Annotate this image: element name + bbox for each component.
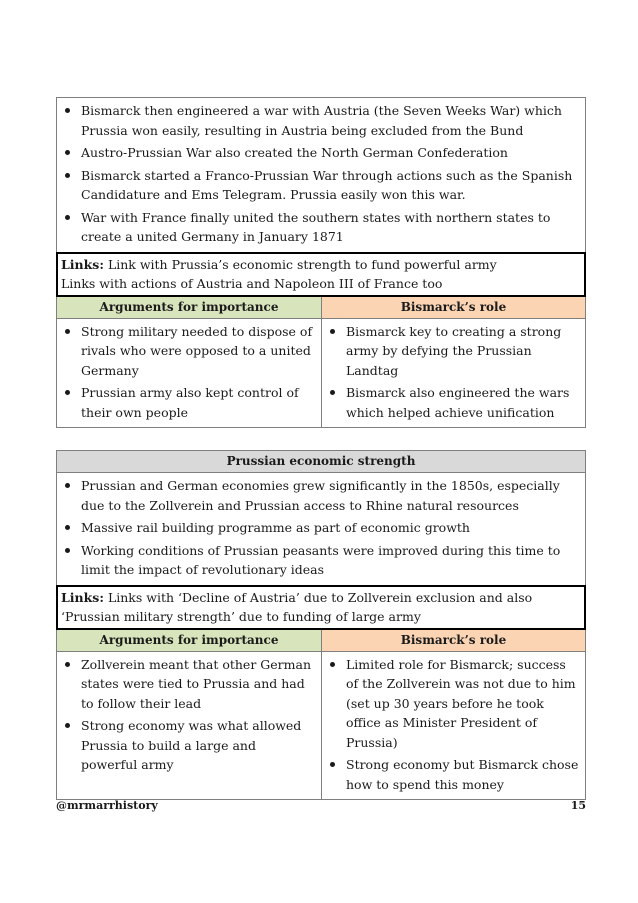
economic-strength-table bbox=[56, 450, 586, 800]
list-item: Bismarck started a Franco-Prussian War through actions such as the Spanish Candidature and Ems Telegram. Prussia easily won this war. bbox=[63, 166, 579, 205]
arguments-header: Arguments for importance bbox=[57, 297, 321, 318]
summary-row bbox=[57, 98, 585, 252]
arguments-header: Arguments for importance bbox=[57, 630, 321, 651]
role-header: Bismarck’s role bbox=[321, 297, 585, 318]
list-item: Massive rail building programme as part of economic growth bbox=[63, 518, 579, 538]
list-item: Bismarck then engineered a war with Austria (the Seven Weeks War) which Prussia won easily, resulting in Austria being excluded from the Bund bbox=[63, 101, 579, 140]
list-item: Austro-Prussian War also created the North German Confederation bbox=[63, 143, 579, 163]
list-item: Limited role for Bismarck; success of the Zollverein was not due to him (set up 30 years before he took office as Minister President of Prussia) bbox=[328, 655, 579, 753]
list-item: Bismarck also engineered the wars which helped achieve unification bbox=[328, 383, 579, 422]
footer-handle: @mrmarrhistory bbox=[56, 799, 158, 812]
list-item: War with France finally united the southern states with northern states to create a united Germany in January 1871 bbox=[63, 208, 579, 247]
links-label: Links: bbox=[61, 589, 104, 605]
column-header-row bbox=[57, 297, 585, 318]
arguments-list bbox=[57, 319, 321, 428]
list-item: Prussian army also kept control of their own people bbox=[63, 383, 315, 422]
section-title: Prussian economic strength bbox=[57, 451, 585, 473]
role-list bbox=[322, 652, 585, 800]
summary-bullets bbox=[57, 98, 585, 252]
arguments-list bbox=[57, 652, 321, 780]
links-box bbox=[56, 252, 586, 297]
list-item: Working conditions of Prussian peasants were improved during this time to limit the impact of revolutionary ideas bbox=[63, 541, 579, 580]
links-label: Links: bbox=[61, 256, 104, 272]
arguments-row bbox=[57, 318, 585, 428]
military-strength-table bbox=[56, 97, 586, 428]
list-item: Zollverein meant that other German states were tied to Prussia and had to follow their lead bbox=[63, 655, 315, 714]
list-item: Strong military needed to dispose of rivals who were opposed to a united Germany bbox=[63, 322, 315, 381]
links-text: Links with ‘Decline of Austria’ due to Zollverein exclusion and also ‘Prussian military strength’ due to funding of large army bbox=[61, 589, 533, 624]
summary-bullets bbox=[57, 473, 585, 585]
role-header: Bismarck’s role bbox=[321, 630, 585, 651]
arguments-row bbox=[57, 651, 585, 800]
list-item: Strong economy was what allowed Prussia to build a large and powerful army bbox=[63, 716, 315, 775]
page-footer bbox=[56, 799, 586, 812]
title-row bbox=[57, 451, 585, 473]
role-list bbox=[322, 319, 585, 428]
links-text: Link with Prussia’s economic strength to fund powerful army bbox=[107, 256, 497, 272]
list-item: Bismarck key to creating a strong army by defying the Prussian Landtag bbox=[328, 322, 579, 381]
page-number: 15 bbox=[570, 799, 586, 812]
summary-row bbox=[57, 473, 585, 585]
list-item: Prussian and German economies grew significantly in the 1850s, especially due to the Zollverein and Prussian access to Rhine natural resources bbox=[63, 476, 579, 515]
links-text-secondary: Links with actions of Austria and Napoleon III of France too bbox=[61, 276, 443, 291]
column-header-row bbox=[57, 630, 585, 651]
list-item: Strong economy but Bismarck chose how to spend this money bbox=[328, 755, 579, 794]
links-box bbox=[56, 585, 586, 630]
